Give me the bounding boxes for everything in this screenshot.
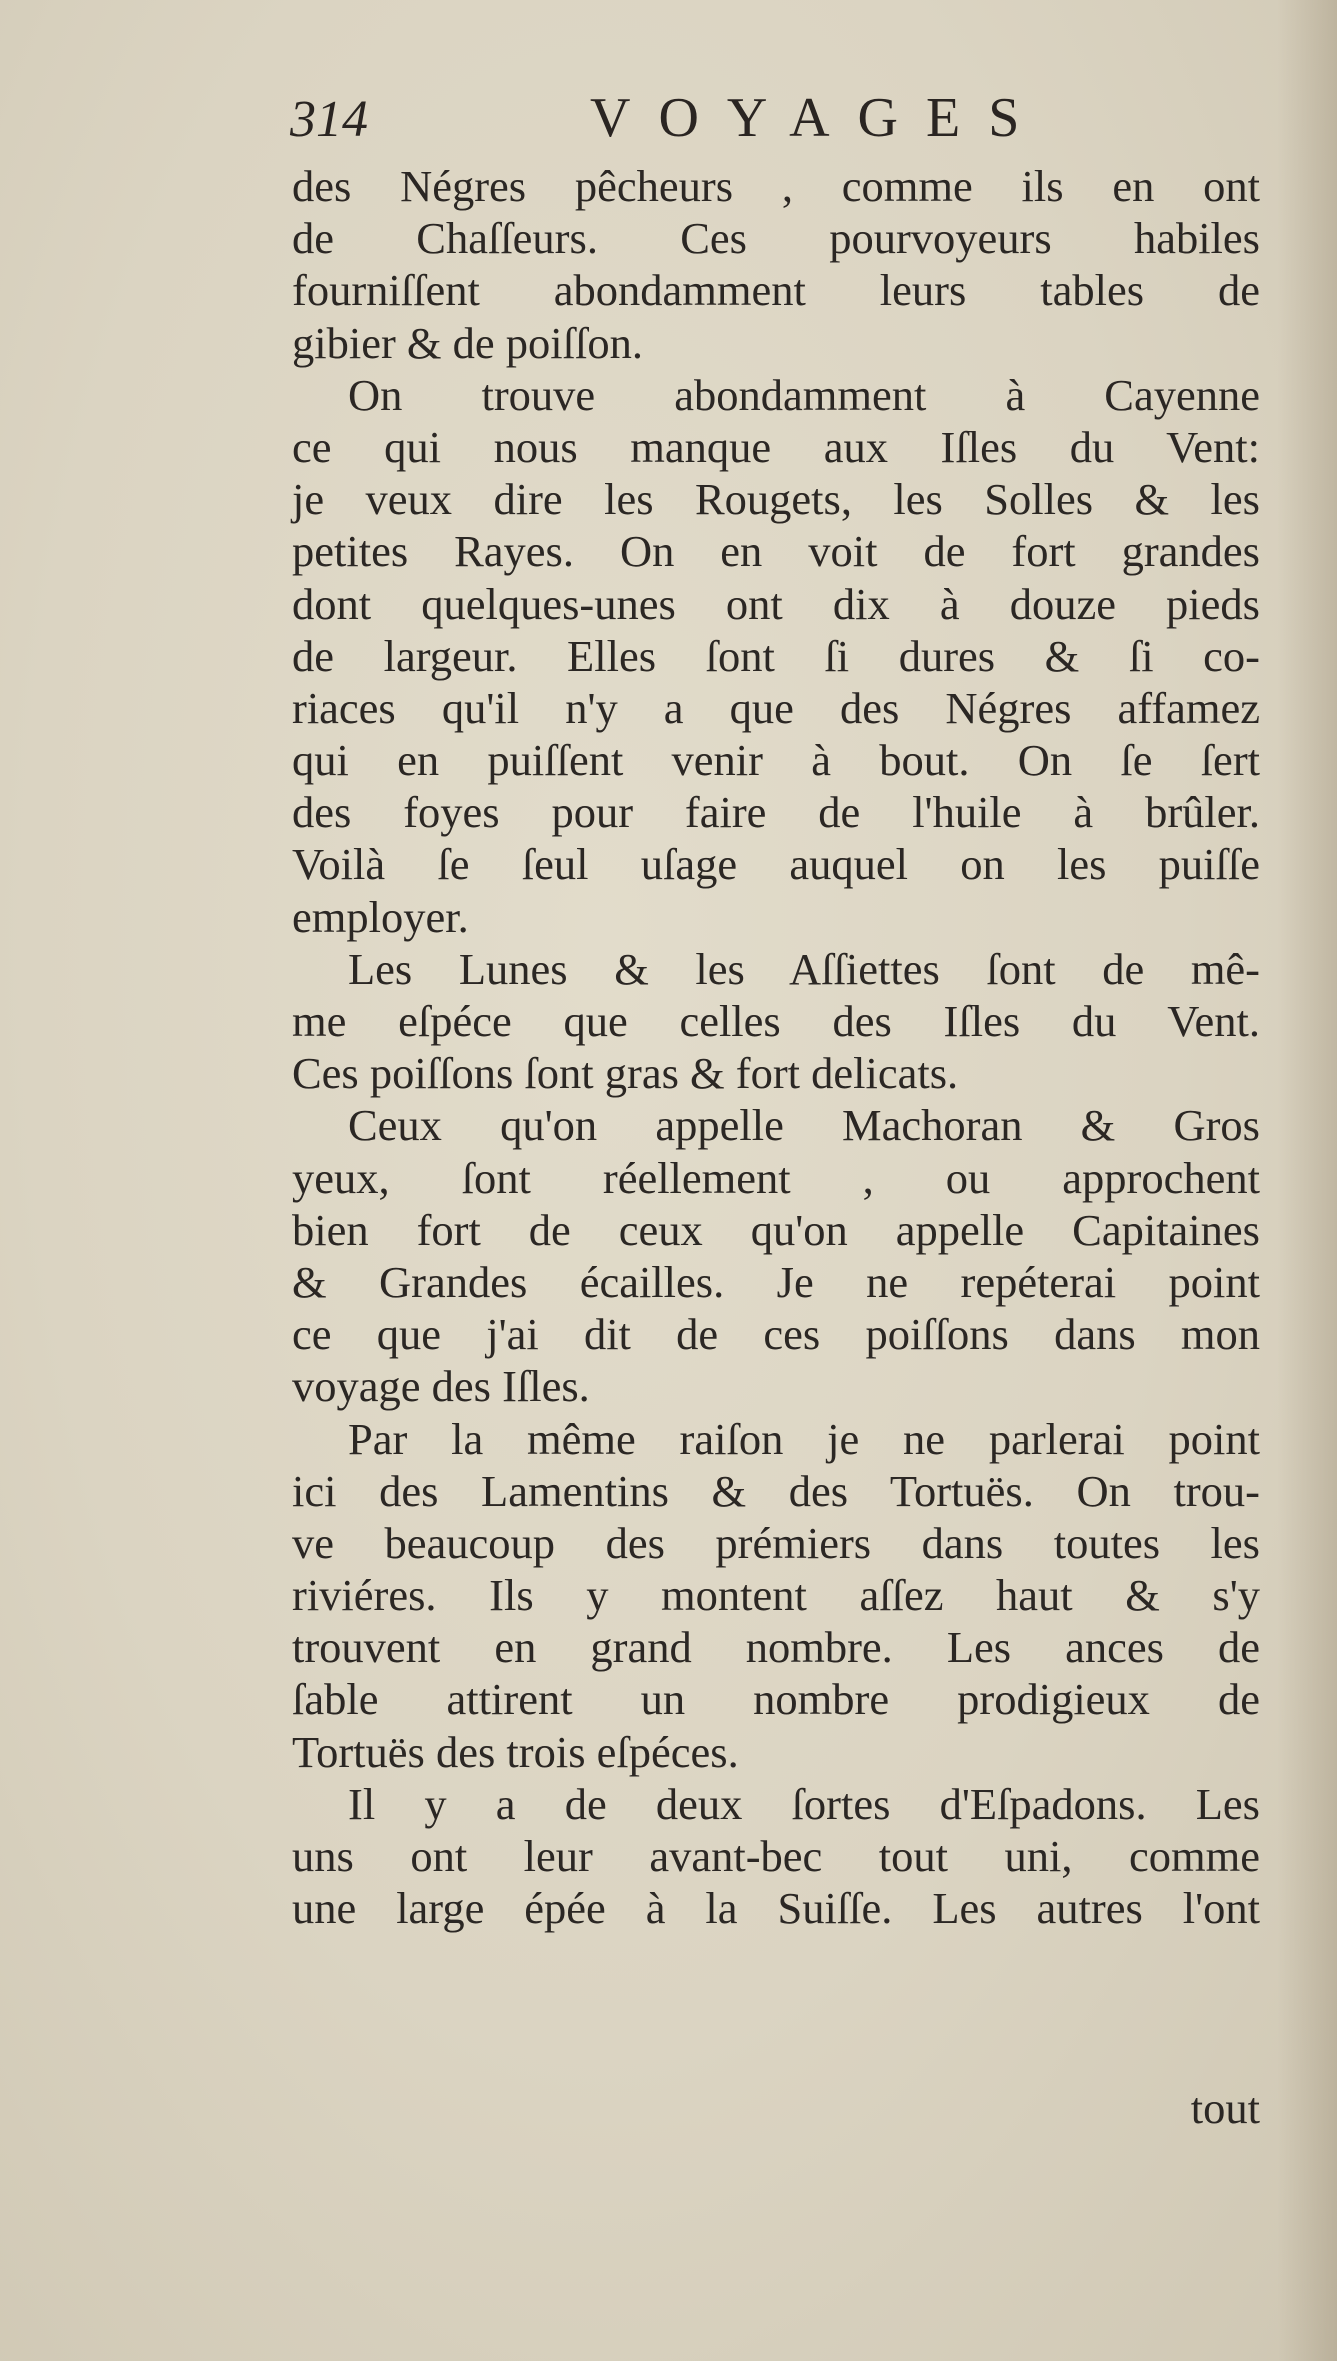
text-line: ſable attirent un nombre prodigieux de bbox=[292, 1674, 1260, 1725]
catchword: tout bbox=[1190, 2083, 1260, 2133]
text-line: On trouve abondamment à Cayenne bbox=[348, 369, 1260, 420]
text-line: me eſpéce que celles des Iſles du Vent. bbox=[292, 996, 1260, 1046]
spine-shadow bbox=[1277, 0, 1337, 2361]
running-title: VOYAGES bbox=[590, 87, 1048, 149]
text-line: de largeur. Elles ſont ſi dures & ſi co- bbox=[292, 630, 1260, 681]
text-line: Ceux qu'on appelle Machoran & Gros bbox=[348, 1100, 1260, 1151]
page-number: 314 bbox=[290, 91, 368, 148]
text-line: riviéres. Ils y montent aſſez haut & s'y bbox=[292, 1570, 1260, 1621]
text-line: qui en puiſſent venir à bout. On ſe ſert bbox=[292, 735, 1260, 786]
text-line: ce qui nous manque aux Iſles du Vent: bbox=[292, 421, 1260, 472]
text-line: Il y a de deux ſortes d'Eſpadons. Les bbox=[348, 1778, 1260, 1829]
text-line: petites Rayes. On en voit de fort grandes bbox=[292, 526, 1260, 577]
text-line: Voilà ſe ſeul uſage auquel on les puiſſe bbox=[292, 839, 1260, 890]
text-line: ce que j'ai dit de ces poiſſons dans mon bbox=[292, 1309, 1260, 1360]
text-line: dont quelques-unes ont dix à douze pieds bbox=[292, 578, 1260, 629]
text-line: trouvent en grand nombre. Les ances de bbox=[292, 1622, 1260, 1673]
text-line: voyage des Iſles. bbox=[292, 1361, 590, 1412]
text-line: ve beaucoup des prémiers dans toutes les bbox=[292, 1517, 1260, 1568]
text-line: Par la même raiſon je ne parlerai point bbox=[348, 1413, 1260, 1464]
text-line: je veux dire les Rougets, les Solles & les bbox=[292, 474, 1260, 525]
text-line: ici des Lamentins & des Tortuës. On trou- bbox=[292, 1465, 1260, 1516]
text-line: bien fort de ceux qu'on appelle Capitaines bbox=[292, 1204, 1260, 1255]
text-line: de Chaſſeurs. Ces pourvoyeurs habiles bbox=[292, 213, 1260, 264]
text-line: gibier & de poiſſon. bbox=[292, 317, 644, 368]
text-line: & Grandes écailles. Je ne repéterai point bbox=[292, 1256, 1260, 1307]
text-line: une large épée à la Suiſſe. Les autres l'ont bbox=[292, 1883, 1260, 1934]
text-line: yeux, ſont réellement , ou approchent bbox=[292, 1152, 1260, 1203]
text-line: Ces poiſſons ſont gras & fort delicats. bbox=[292, 1048, 959, 1099]
running-head bbox=[290, 86, 1090, 156]
text-line: des Négres pêcheurs , comme ils en ont bbox=[292, 161, 1260, 211]
text-line: fourniſſent abondamment leurs tables de bbox=[292, 265, 1260, 316]
text-line: Tortuës des trois eſpéces. bbox=[292, 1726, 739, 1777]
text-line: Les Lunes & les Aſſiettes ſont de mê- bbox=[348, 943, 1260, 994]
body-text bbox=[292, 160, 1260, 1934]
text-line: riaces qu'il n'y a que des Négres affamez bbox=[292, 682, 1260, 733]
text-line: uns ont leur avant-bec tout uni, comme bbox=[292, 1831, 1260, 1881]
text-line: employer. bbox=[292, 891, 469, 942]
text-line: des foyes pour faire de l'huile à brûler. bbox=[292, 787, 1260, 838]
